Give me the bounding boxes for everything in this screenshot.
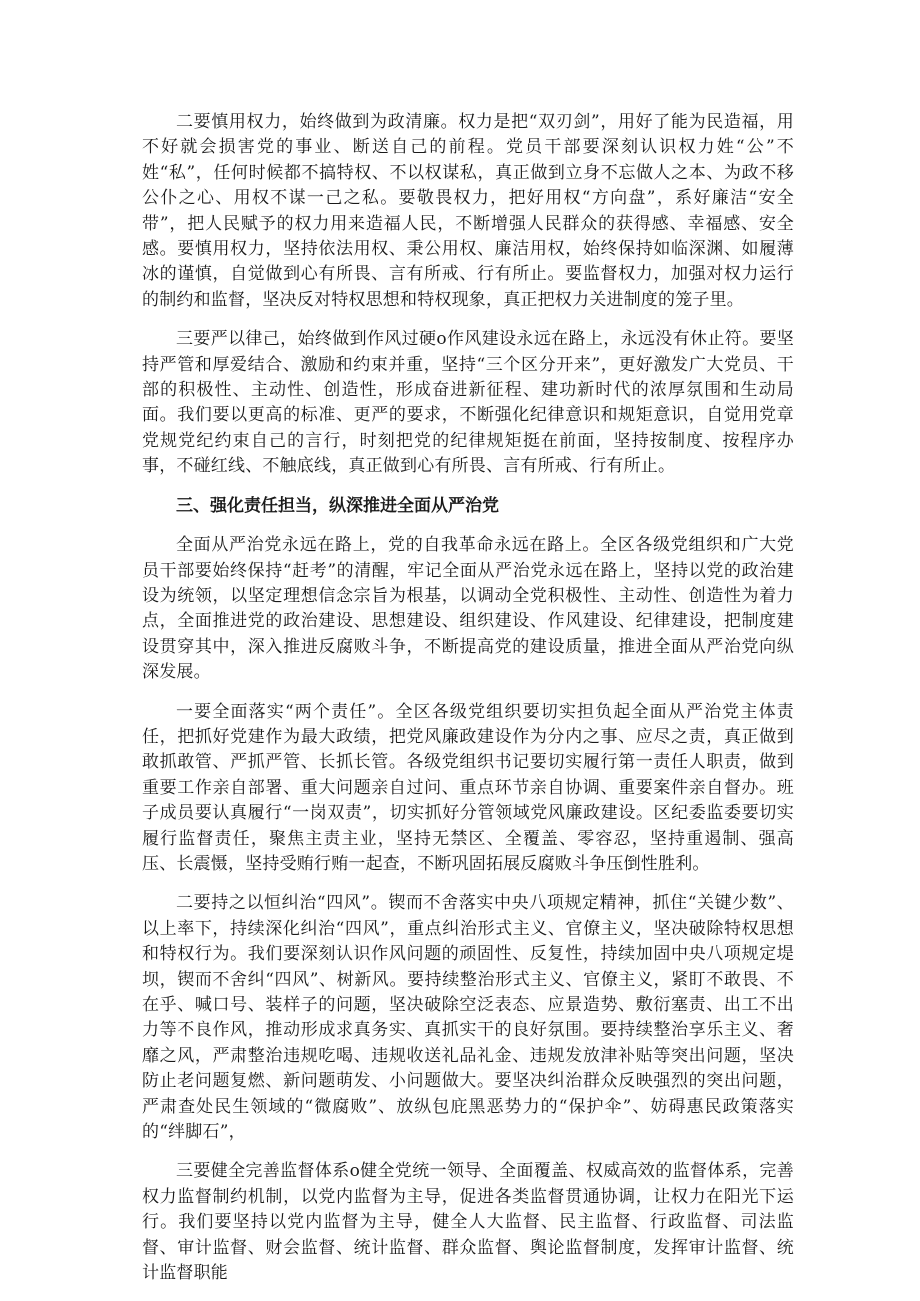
- paragraph-supervision-system: 三要健全完善监督体系o健全党统一领导、全面覆盖、权威高效的监督体系，完善权力监督制约机制，以党内监督为主导，促进各类监督贯通协调，让权力在阳光下运行。我们要坚持以党内监督为主导，健全人大监督、民主监督、行政监督、司法监督、审计监督、财会监督、统计监督、群众监督、舆论监督制度，发挥审计监督、统计监督职能: [142, 1161, 794, 1284]
- paragraph-strict-governance: 全面从严治党永远在路上，党的自我革命永远在路上。全区各级党组织和广大党员干部要始终保持“赶考”的清醒，牢记全面从严治党永远在路上，坚持以党的政治建设为统领，以坚定理想信念宗旨为根基，以调动全党积极性、主动性、创造性为着力点，全面推进党的政治建设、思想建设、组织建设、作风建设、纪律建设，把制度建设贯穿其中，深入推进反腐败斗争，不断提高党的建设质量，推进全面从严治党向纵深发展。: [142, 535, 794, 683]
- paragraph-four-winds: 二要持之以恒纠治“四风”。锲而不舍落实中央八项规定精神，抓住“关键少数”、以上率下，持续深化纠治“四风”，重点纠治形式主义、官僚主义，坚决破除特权思想和特权行为。我们要深刻认识作风问题的顽固性、反复性，持续加固中央八项规定堤坝，锲而不舍纠“四风”、树新风。要持续整治形式主义、官僚主义，紧盯不敢畏、不在乎、喊口号、装样子的问题，坚决破除空泛表态、应景造势、敷衍塞责、出工不出力等不良作风，推动形成求真务实、真抓实干的良好氛围。要持续整治享乐主义、奢靡之风，严肃整治违规吃喝、违规收送礼品礼金、违规发放津补贴等突出问题，坚决防止老问题复燃、新问题萌发、小问题做大。要坚决纠治群众反映强烈的突出问题，严肃查处民生领域的“微腐败”、放纵包庇黑恶势力的“保护伞”、妨碍惠民政策落实的“绊脚石”，: [142, 893, 794, 1143]
- document-body: [142, 110, 794, 1300]
- paragraph-self-discipline: 三要严以律己，始终做到作风过硬o作风建设永远在路上，永远没有休止符。要坚持严管和厚爱结合、激励和约束并重，坚持“三个区分开来”，更好激发广大党员、干部的积极性、主动性、创造性，形成奋进新征程、建功新时代的浓厚氛围和生动局面。我们要以更高的标准、更严的要求，不断强化纪律意识和规矩意识，自觉用党章党规党纪约束自己的言行，时刻把党的纪律规矩挺在前面，坚持按制度、按程序办事，不碰红线、不触底线，真正做到心有所畏、言有所戒、行有所止。: [142, 329, 794, 477]
- section-heading-three: 三、强化责任担当，纵深推进全面从严治党: [176, 495, 499, 516]
- paragraph-two-responsibilities: 一要全面落实“两个责任”。全区各级党组织要切实担负起全面从严治党主体责任，把抓好党建作为最大政绩，把党风廉政建设作为分内之事、应尽之责，真正做到敢抓敢管、严抓严管、长抓长管。各级党组织书记要切实履行第一责任人职责，做到重要工作亲自部署、重大问题亲自过问、重点环节亲自协调、重要案件亲自督办。班子成员要认真履行“一岗双责”，切实抓好分管领域党风廉政建设。区纪委监委要切实履行监督责任，聚焦主责主业，坚持无禁区、全覆盖、零容忍，坚持重遏制、强高压、长震慑，坚持受贿行贿一起查，不断巩固拓展反腐败斗争压倒性胜利。: [142, 701, 794, 874]
- paragraph-use-power-carefully: 二要慎用权力，始终做到为政清廉。权力是把“双刃剑”，用好了能为民造福，用不好就会损害党的事业、断送自己的前程。党员干部要深刻认识权力姓“公”不姓“私”，任何时候都不搞特权、不以权谋私，真正做到立身不忘做人之本、为政不移公仆之心、用权不谋一己之私。要敬畏权力，把好用权“方向盘”，系好廉洁“安全带”，把人民赋予的权力用来造福人民，不断增强人民群众的获得感、幸福感、安全感。要慎用权力，坚持依法用权、秉公用权、廉洁用权，始终保持如临深渊、如履薄冰的谨慎，自觉做到心有所畏、言有所戒、行有所止。要监督权力，加强对权力运行的制约和监督，坚决反对特权思想和特权现象，真正把权力关进制度的笼子里。: [142, 112, 794, 310]
